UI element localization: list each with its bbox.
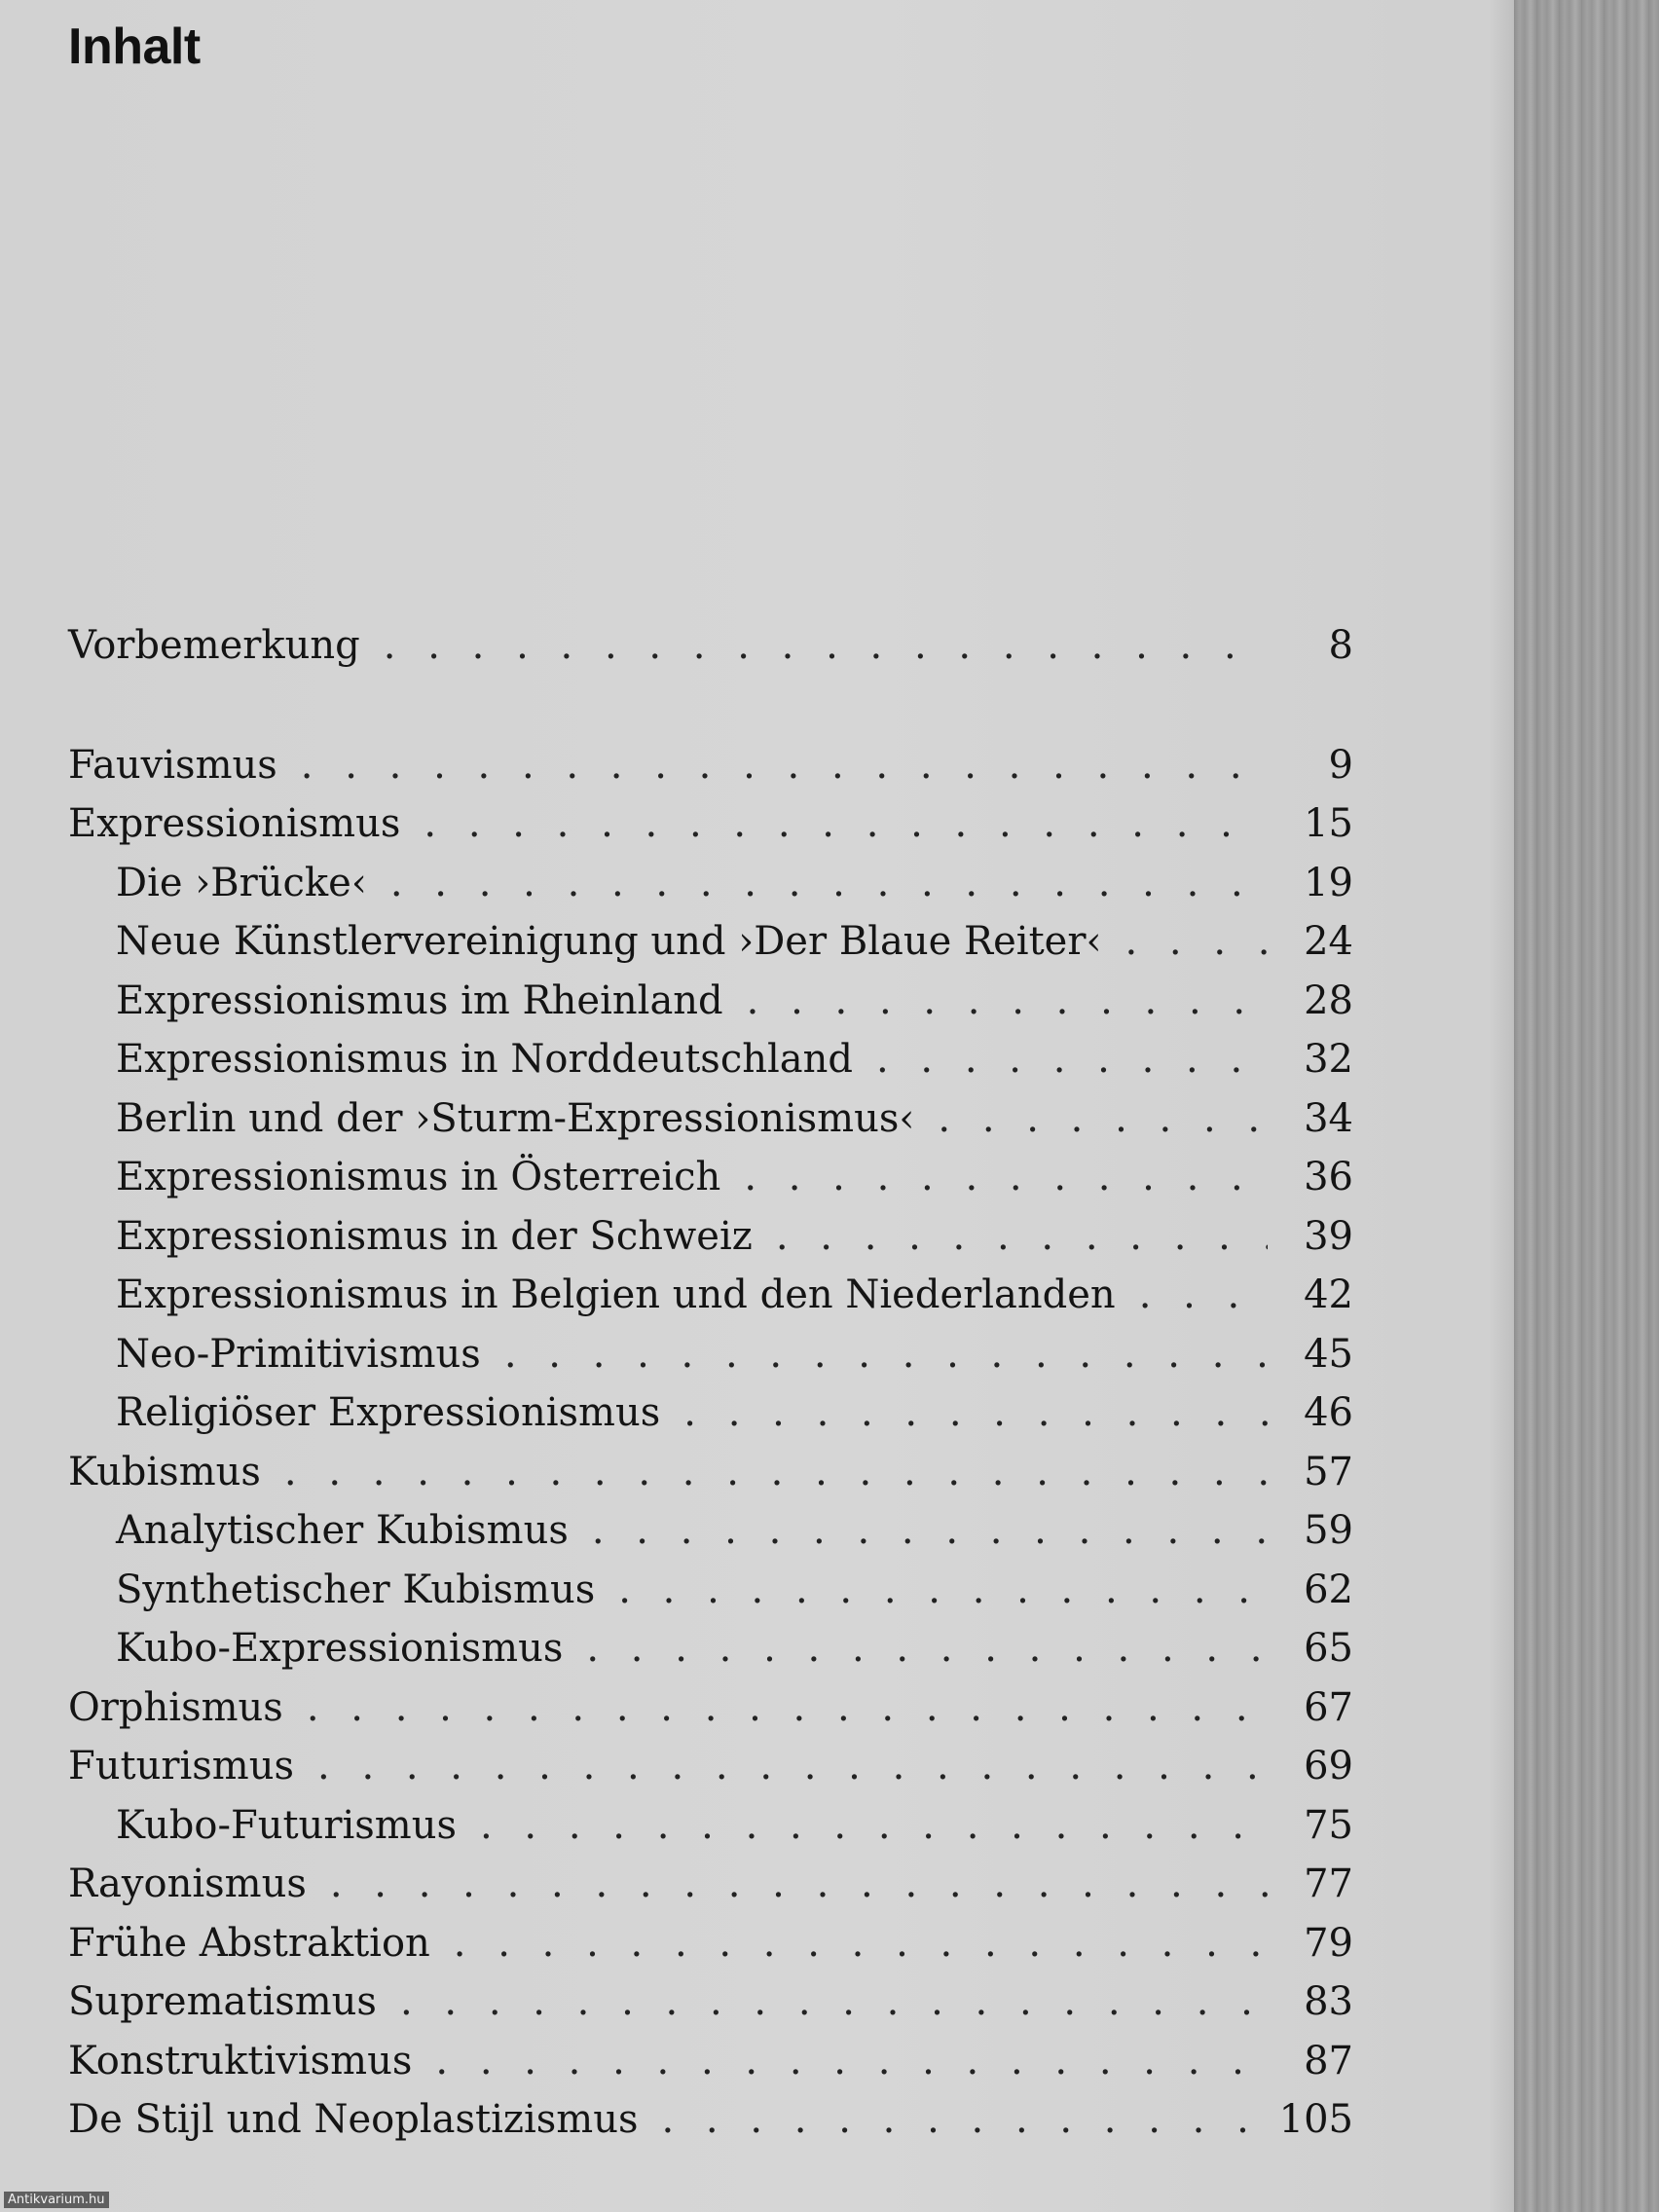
dot-leader <box>683 1390 1268 1435</box>
toc-entry-title: Fauvismus <box>68 742 277 788</box>
toc-entry-page: 57 <box>1304 1449 1353 1494</box>
toc-entry-page: 9 <box>1328 742 1353 788</box>
toc-subentry <box>68 1214 1353 1273</box>
toc-entry-page: 8 <box>1328 623 1353 668</box>
dot-leader <box>435 2039 1268 2083</box>
toc-entry-title: Rayonismus <box>68 1862 307 1906</box>
toc-entry <box>68 1450 1353 1509</box>
toc-entry-title: Suprematismus <box>68 1979 377 2024</box>
toc-subentry <box>68 978 1353 1038</box>
dot-leader <box>776 1214 1268 1259</box>
dot-leader <box>504 1332 1268 1377</box>
table-of-contents <box>68 623 1353 2157</box>
toc-entry-page: 62 <box>1304 1567 1353 1612</box>
dot-leader <box>747 978 1268 1023</box>
toc-entry-title: Neo-Primitivismus <box>116 1331 481 1377</box>
toc-entry-page: 65 <box>1304 1626 1353 1671</box>
toc-entry-title: Religiöser Expressionismus <box>116 1390 661 1435</box>
toc-entry-title: Kubo-Expressionismus <box>116 1626 564 1671</box>
page-title: Inhalt <box>68 18 201 75</box>
toc-entry-page: 67 <box>1304 1684 1353 1730</box>
dot-leader <box>480 1803 1268 1848</box>
toc-subentry <box>68 1332 1353 1391</box>
toc-entry-page: 39 <box>1304 1213 1353 1259</box>
toc-entry <box>68 1744 1353 1803</box>
toc-entry-title: Futurismus <box>68 1744 295 1788</box>
toc-subentry <box>68 1803 1353 1862</box>
toc-subentry <box>68 1155 1353 1214</box>
dot-leader <box>390 861 1268 905</box>
toc-entry-page: 79 <box>1304 1920 1353 1966</box>
dot-leader <box>1139 1272 1268 1317</box>
toc-entry-title: Expressionismus in Belgien und den Niederlanden <box>116 1272 1116 1317</box>
toc-subentry <box>68 1390 1353 1450</box>
toc-entry-page: 69 <box>1304 1744 1353 1788</box>
toc-entry-page: 105 <box>1278 2097 1353 2142</box>
dot-leader <box>938 1096 1268 1141</box>
toc-entry-title: Vorbemerkung <box>68 623 360 668</box>
toc-entry <box>68 1685 1353 1745</box>
toc-entry-page: 34 <box>1304 1095 1353 1141</box>
toc-entry-page: 83 <box>1304 1979 1353 2024</box>
dot-leader <box>618 1567 1268 1612</box>
toc-entry-page: 32 <box>1304 1037 1353 1082</box>
toc-entry-title: Expressionismus im Rheinland <box>116 977 723 1023</box>
toc-entry-page: 59 <box>1304 1508 1353 1553</box>
dot-leader <box>424 801 1268 846</box>
toc-entry <box>68 1979 1353 2039</box>
toc-entry-title: Analytischer Kubismus <box>116 1508 569 1553</box>
dot-leader <box>586 1626 1268 1671</box>
dot-leader <box>330 1862 1268 1906</box>
toc-entry <box>68 2097 1353 2157</box>
dot-leader <box>384 623 1268 668</box>
toc-entry-page: 77 <box>1304 1862 1353 1906</box>
toc-entry-title: Berlin und der ›Sturm-Expressionismus‹ <box>116 1095 915 1141</box>
toc-entry-title: Expressionismus in der Schweiz <box>116 1213 753 1259</box>
dot-leader <box>592 1508 1268 1553</box>
dot-leader <box>284 1450 1268 1494</box>
toc-entry-title: Synthetischer Kubismus <box>116 1567 596 1612</box>
toc-entry-title: Expressionismus in Norddeutschland <box>116 1037 853 1082</box>
toc-subentry <box>68 861 1353 920</box>
dot-leader <box>301 743 1268 788</box>
toc-subentry <box>68 1037 1353 1096</box>
toc-entry-title: Neue Künstlervereinigung und ›Der Blaue Reiter‹ <box>116 919 1102 964</box>
watermark-text: Antikvarium.hu <box>4 2192 109 2208</box>
toc-entry-page: 45 <box>1304 1331 1353 1377</box>
dot-leader <box>662 2097 1262 2142</box>
toc-entry-title: De Stijl und Neoplastizismus <box>68 2097 639 2142</box>
toc-entry-title: Die ›Brücke‹ <box>116 860 367 905</box>
toc-entry <box>68 623 1353 682</box>
toc-subentry <box>68 1272 1353 1332</box>
toc-entry-page: 46 <box>1304 1390 1353 1435</box>
toc-entry-page: 24 <box>1304 919 1353 964</box>
toc-entry-page: 87 <box>1304 2038 1353 2083</box>
toc-entry <box>68 1862 1353 1921</box>
toc-entry-page: 28 <box>1304 977 1353 1023</box>
toc-subentry <box>68 1626 1353 1685</box>
dot-leader <box>744 1155 1268 1199</box>
toc-entry-title: Konstruktivismus <box>68 2038 413 2083</box>
dot-leader <box>1124 919 1268 964</box>
toc-entry <box>68 2039 1353 2098</box>
toc-entry-title: Expressionismus in Österreich <box>116 1155 721 1199</box>
toc-subentry <box>68 1508 1353 1567</box>
toc-entry-title: Kubo-Futurismus <box>116 1802 457 1848</box>
toc-entry <box>68 743 1353 802</box>
dot-leader <box>400 1979 1268 2024</box>
dot-leader <box>307 1685 1268 1730</box>
dot-leader <box>317 1744 1268 1788</box>
toc-entry <box>68 801 1353 861</box>
toc-subentry <box>68 1096 1353 1156</box>
toc-entry-title: Frühe Abstraktion <box>68 1920 430 1966</box>
toc-entry-title: Orphismus <box>68 1684 283 1730</box>
toc-entry-title: Expressionismus <box>68 801 401 846</box>
toc-entry-page: 15 <box>1304 801 1353 846</box>
toc-entry-page: 75 <box>1304 1802 1353 1848</box>
book-gutter <box>1514 0 1659 2212</box>
toc-entry-page: 36 <box>1304 1155 1353 1199</box>
toc-entry <box>68 1921 1353 1980</box>
toc-entry-page: 42 <box>1304 1272 1353 1317</box>
dot-leader <box>454 1921 1268 1966</box>
dot-leader <box>876 1037 1268 1082</box>
toc-entry-title: Kubismus <box>68 1449 261 1494</box>
toc-subentry <box>68 1567 1353 1627</box>
toc-subentry <box>68 919 1353 978</box>
toc-entry-page: 19 <box>1304 860 1353 905</box>
